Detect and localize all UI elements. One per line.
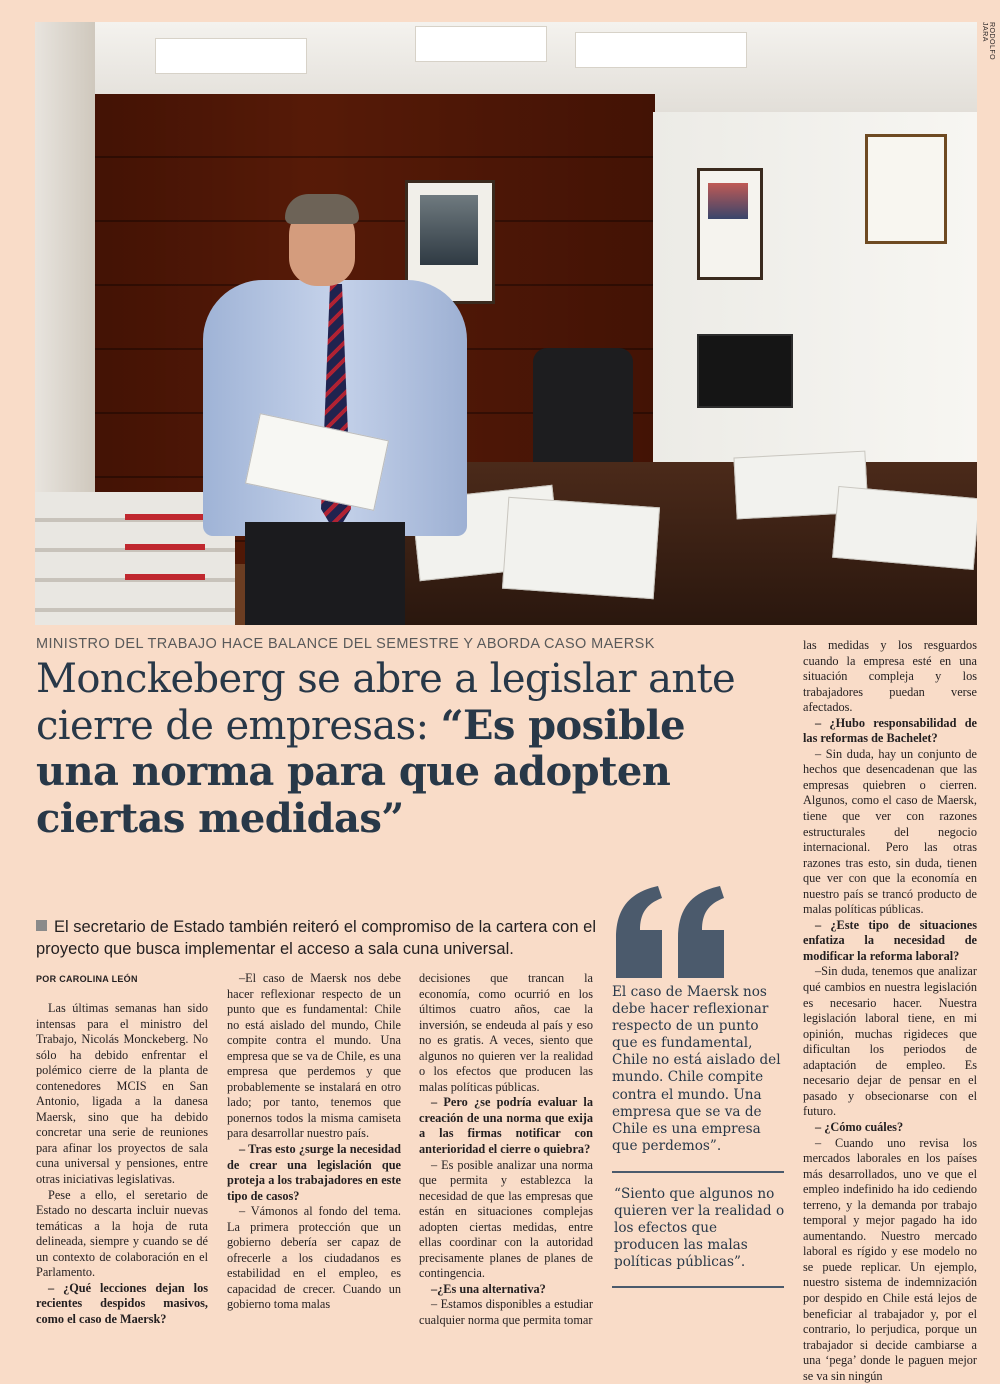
lead-text: El secretario de Estado también reiteró el compromiso de la cartera con el proyecto que busca implementar el acceso a sala cuna universal. (36, 918, 596, 958)
paragraph: – ¿Hubo responsabilidad de las reformas de Bachelet? (803, 716, 977, 747)
lead-paragraph (36, 916, 596, 960)
paragraph: – Cuando uno revisa los mercados laborales en los países más desarrollados, uno ve que el empleo indefinido ha ido cediendo terreno, y la demanda por trabajo temporal y mejor pagado ha ido aumentando. Nuestro mercado laboral es rígido y ese modelo no se puede replicar. Un ejemplo, nuestro sistema de indemnización por despido en Chile está lejos de beneficiar al trabajador y, por el contrario, lo perjudica, porque un trabajador si decide cambiarse a una ‘pega’ donde le paguen mejor se va sin ningún (803, 1136, 977, 1384)
paragraph: –Sin duda, tenemos que analizar qué cambios en nuestra legislación es necesario hacer. Nuestra legislación laboral tiene, en mi opinión, muchas rigideces que dificultan los periodos de adaptación de empleo. Es necesario dejar de pensar en el pasado y obsecionarse con el futuro. (803, 964, 977, 1119)
paragraph: – ¿Qué lecciones dejan los recientes despidos masivos, como el caso de Maersk? (36, 1281, 208, 1328)
photo-man-pants (245, 522, 405, 625)
paragraph: – ¿Este tipo de situaciones enfatiza la necesidad de modificar la reforma laboral? (803, 918, 977, 965)
paragraph: – Tras esto ¿surge la necesidad de crear una legislación que proteja a los trabajadores en este tipo de casos? (227, 1142, 401, 1204)
pullquote-2: “Siento que algunos no quieren ver la realidad o los efectos que producen las malas políticas públicas”. (614, 1186, 786, 1271)
article-photo (35, 22, 977, 625)
photo-certificate-frame (865, 134, 947, 244)
pullquote-1: El caso de Maersk nos debe hacer reflexionar respecto de un punto que es fundamental, Chile no está aislado del mundo. Chile compite contra el mundo. Una empresa que se va de Chile es una empresa que perdemos”. (612, 984, 788, 1155)
headline-bold: “Es posible una norma para que adopten ciertas medidas” (36, 702, 685, 842)
paragraph: – Sin duda, hay un conjunto de hechos que desencadenan que las empresas quiebren o cierren. Algunos, como el caso de Maersk, tiene que ver con razones estructurales del negocio internacional. Pero las otras razones tras esto, sin duda, tienen que ver con que la economía en nuestro país se trancó producto de malas políticas públicas. (803, 747, 977, 918)
photo-man-hair (285, 194, 359, 224)
paragraph: decisiones que trancan la economía, como ocurrió en los últimos cuatro años, cae la inversión, se endeuda al país y eso no es gratis. A veces, siento que algunos no quieren ver la realidad o los efectos que producen las malas políticas públicas. (419, 971, 593, 1095)
quote-mark-icon (612, 886, 732, 978)
paragraph: Las últimas semanas han sido intensas para el ministro del Trabajo, Nicolás Monckeberg. No sólo ha debido enfrentar el polémico cierre de la planta de contenedores MCIS en San Antonio, ligada a la danesa Maersk, sino que ha debido concretar una serie de reuniones para afinar los proyectos de sala cuna universal y pensiones, entre otras iniciativas legislativas. (36, 1001, 208, 1188)
photo-credit: RODOLFO JARA (981, 22, 995, 82)
headline (36, 656, 776, 842)
pullquote-bottom-rule (612, 1286, 784, 1288)
paragraph: – ¿Cómo cuáles? (803, 1120, 977, 1136)
paragraph: –El caso de Maersk nos debe hacer reflexionar respecto de un punto que es fundamental: Chile no está aislado del mundo, Chile compite contra el mundo. Una empresa que se va de Chile, es una empresa que perdemos y que probablemente se instalará en otro lado; por tanto, tenemos que ponernos todos la misma camiseta para desarrollar nuestro país. (227, 971, 401, 1142)
square-bullet-icon (36, 920, 47, 931)
column-4 (803, 638, 977, 1384)
paragraph: – Es posible analizar una norma que permita y establezca la necesidad de que las empresas que están en situaciones complejas adopten ciertas medidas, entre ellas coordinar con la autoridad precisamente planes de planes de contingencia. (419, 1158, 593, 1282)
kicker: MINISTRO DEL TRABAJO HACE BALANCE DEL SEMESTRE Y ABORDA CASO MAERSK (36, 636, 776, 652)
column-1 (36, 1001, 208, 1327)
paragraph: –¿Es una alternativa? (419, 1282, 593, 1298)
pullquote-divider (612, 1171, 784, 1173)
paragraph: Pese a ello, el seretario de Estado no descarta incluir nuevas temáticas a la hoja de ruta delineada, siempre y cuando se dé un contexto de colaboración en el Parlamento. (36, 1188, 208, 1281)
column-2 (227, 971, 401, 1313)
photo-frame-small (697, 168, 763, 280)
headline-regular: Monckeberg se abre a legislar ante cierre de empresas: (36, 656, 735, 749)
paragraph: las medidas y los resguardos cuando la empresa esté en una situación compleja y los trabajadores puedan verse afectados. (803, 638, 977, 716)
photo-monitor (697, 334, 793, 408)
paragraph: – Estamos disponibles a estudiar cualquier norma que permita tomar (419, 1297, 593, 1328)
paragraph: – Vámonos al fondo del tema. La primera protección que un gobierno debería ser capaz de ofrecerle a los ciudadanos es estabilidad en el empleo, es capacidad de crecer. Cuando un gobierno toma malas (227, 1204, 401, 1313)
byline: POR CAROLINA LEÓN (36, 974, 206, 984)
column-3 (419, 971, 593, 1329)
paragraph: – Pero ¿se podría evaluar la creación de una norma que exija a las firmas notificar con anterioridad el cierre o quiebra? (419, 1095, 593, 1157)
